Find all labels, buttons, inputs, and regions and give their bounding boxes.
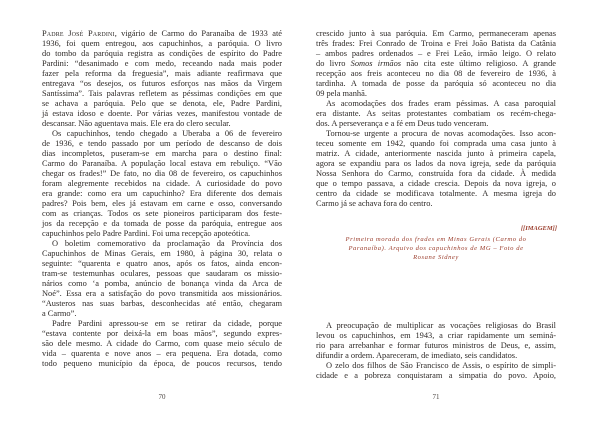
text-line: três frades: Frei Conrado de Troina e Frei João Batista da Catânia <box>316 39 556 48</box>
text-line: Padre Pardini apressou-se em se retirar da cidade, porque <box>52 319 282 328</box>
text-line: jos da recepção e da tomada de posse da paróquia, entregue aos <box>42 219 282 228</box>
figure-caption <box>316 235 556 262</box>
text-line: todo pequeno município da época, de poucos recursos, tendo <box>42 359 282 368</box>
text-line: dos. A perseverança e a fé em Deus tudo venceram. <box>316 119 489 128</box>
text-line: difundir a ordem. Apareceram, de imediato, seis candidatos. <box>316 351 518 360</box>
text-line: crescido junto à sua paróquia. Em Carmo, permaneceram apenas <box>316 29 556 38</box>
text-line: 1936, foi quem entregou, aos capuchinhos, a paróquia. O livro <box>42 39 282 48</box>
paragraph <box>42 129 282 239</box>
text-line: era distante. As seitas protestantes combatiam os recém-chega- <box>316 109 556 118</box>
text-segment: do livro <box>316 59 351 68</box>
text-line: seguinte: “quarenta e quatro anos, após os fatos, ainda encon- <box>42 259 282 268</box>
text-line: que o tempo passava, a cidade crescia. Depois da nova igreja, o <box>316 179 556 188</box>
paragraph <box>316 321 556 361</box>
text-line: Carmo do Paranaíba. A população local estava em rebuliço. “Vão <box>42 159 282 168</box>
text-line: são dele mesmo. A cidade do Carmo, com quase meio século de <box>42 339 282 348</box>
paragraph <box>42 239 282 319</box>
left-page-text-column <box>42 29 282 369</box>
text-line: recepção aos freis aconteceu no dia 08 de fevereiro de 1936, à <box>316 69 556 78</box>
text-line: “Austeros nas suas barbas, desconhecidas até então, chegaram <box>42 299 282 308</box>
text-line: Tornou-se urgente a procura de novas acomodações. Isso acon- <box>326 129 556 138</box>
paragraph <box>316 129 556 209</box>
text-line: “estava contente por deixá-la em boas mãos”, segundo expres- <box>42 329 282 338</box>
book-title: Somos irmãos <box>350 59 402 68</box>
text-line: – ambos padres ordenados – e Frei Leão, irmão leigo. O relato <box>316 49 556 58</box>
text-line: com as crianças. Todos os sete pioneiros participaram dos feste- <box>42 209 282 218</box>
text-line: A preocupação de multiplicar as vocações religiosas do Brasil <box>326 321 556 330</box>
text-line: do tombo da paróquia registra as condições de espírito do Padre <box>42 49 282 58</box>
text-line: foram alegremente recebidos na cidade. A curiosidade do povo <box>42 179 282 188</box>
text-line: Santíssima”. Tais palavras refletem as péssimas condições em que <box>42 89 282 98</box>
text-segment: não cita este último religioso. A grande <box>401 59 556 68</box>
caption-line: Rosane Sidney <box>413 254 459 261</box>
text-line: Pardini: “desanimado e com medo, receando nada mais poder <box>42 59 282 68</box>
page-number: 71 <box>432 393 440 401</box>
text-line: 09 pela manhã. <box>316 89 367 98</box>
text-line: de 1936, e tendo passado por um período de descanso de dois <box>42 139 282 148</box>
opening-paragraph <box>42 29 282 129</box>
text-line: se achava a paróquia. Pelo que se denota, ele, Padre Pardini, <box>42 99 282 108</box>
text-line: dias incompletos, puseram-se em marcha para o destino final: <box>42 149 282 158</box>
right-page-lower-text-column <box>316 321 556 381</box>
text-line: centro da cidade se modificava totalmente. A mesma igreja do <box>316 189 556 198</box>
text-line: Os capuchinhos, tendo chegado a Uberaba a 06 de fevereiro <box>52 129 282 138</box>
text-line: já estava idoso e doente. Por várias vezes, manifestou vontade de <box>42 109 282 118</box>
page-number: 70 <box>158 393 166 401</box>
text-line <box>42 29 282 39</box>
paragraph-continued-from-previous-page <box>316 29 556 99</box>
text-line: O boletim comemorativo da proclamação da Província dos <box>52 239 282 248</box>
text-line: O zelo dos filhos de São Francisco de Assis, o espírito de simpli- <box>326 361 556 370</box>
right-page <box>300 0 600 425</box>
text-line: padres? Pois bem, eles já estavam em carne e osso, conversando <box>42 199 282 208</box>
text-line: tram-se testemunhas oculares, pessoas que saudaram os missio- <box>42 269 282 278</box>
text-segment: , vigário de Carmo do Paranaíba de 1933 até <box>114 29 282 38</box>
text-line: As acomodações dos frades eram péssimas. A casa paroquial <box>326 99 556 108</box>
paragraph-continues-next-page <box>42 319 282 369</box>
small-caps-name: Padre José Pardini <box>42 29 115 38</box>
text-line: entregava “os desejos, os futuros esforços nas mãos da Virgem <box>42 79 282 88</box>
paragraph <box>316 99 556 129</box>
text-line: Nossa Senhora do Carmo, construída fora da cidade. À medida <box>316 169 556 178</box>
text-line: capuchinhos pelo Padre Pardini. Foi uma recepção apoteótica. <box>42 229 251 238</box>
text-line: nários como ‘a pomba, anúncio de bonança vinda da Arca de <box>42 279 282 288</box>
text-line: fazer pela reforma da freguesia”, mais adiante reafirmava que <box>42 69 282 78</box>
caption-line: Paranaíba). Arquivo dos capuchinhos de MG – Foto de <box>348 245 524 252</box>
text-line <box>316 59 556 69</box>
text-line: rio para arrebanhar e formar futuros ministros de Deus, e, assim, <box>316 341 556 350</box>
text-line: a Carmo”. <box>42 309 77 318</box>
text-line: teceu somente em 1942, quando foi comprada uma casa junto à <box>316 139 556 148</box>
text-line: Carmo já se achava fora do centro. <box>316 199 433 208</box>
text-line: era grande: como era um capuchinho? Era diferente dos demais <box>42 189 282 198</box>
text-line: levou os capuchinhos, em 1943, a criar rapidamente um seminá- <box>316 331 556 340</box>
text-line: chegar os frades!” De fato, no dia 08 de fevereiro, os capuchinhos <box>42 169 282 178</box>
text-line: descansar. Não aguentava mais. Ele era do clero secular. <box>42 119 231 128</box>
right-page-text-column <box>316 29 556 209</box>
image-placeholder: [[IMAGEM]] <box>520 225 557 232</box>
text-line: cidade e a pobreza conquistaram a simpatia do povo. Apoio, <box>316 371 556 380</box>
caption-line: Primeira morada dos frades em Minas Gerais (Carmo do <box>345 236 527 243</box>
text-line: Capuchinhos de Minas Gerais, em 1980, à página 30, relata o <box>42 249 282 258</box>
text-line: agora se expandiu para os lados da nova igreja, sede da paróquia <box>316 159 556 168</box>
paragraph-continues-next-page <box>316 361 556 381</box>
text-line: Noé”. Essa era a satisfação do povo transmitida aos missionários. <box>42 289 282 298</box>
text-line: matriz. A cidade, anteriormente nascida junto à primeira capela, <box>316 149 556 158</box>
text-line: vida – quarenta e nove anos – era pequena. Era dotada, como <box>42 349 282 358</box>
text-line: tardinha. A tomada de posse da paróquia só aconteceu no dia <box>316 79 556 88</box>
